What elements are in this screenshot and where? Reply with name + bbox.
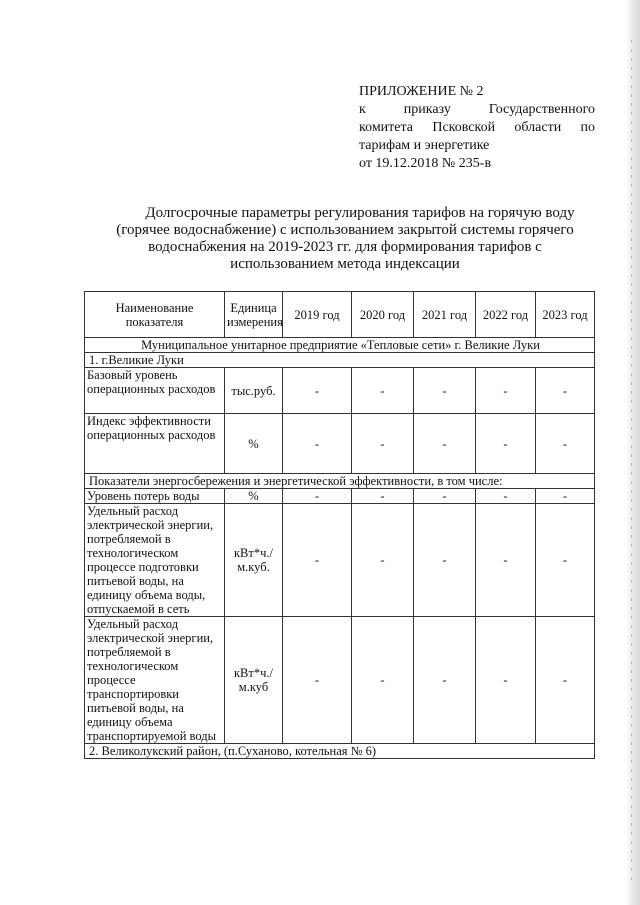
value-2022: -: [476, 368, 536, 414]
appendix-header: [359, 83, 595, 173]
row-unit: кВт*ч./м.куб.: [225, 504, 283, 617]
value-2023: -: [536, 489, 595, 504]
row-name: Удельный расход электрической энергии, потребляемой в технологическом процессе подготовки питьевой воды, на единицу объема воды, отпускаемой в сеть: [85, 504, 225, 617]
value-2019: -: [283, 489, 352, 504]
row-name: Уровень потерь воды: [85, 489, 225, 504]
row-name: Базовый уровень операционных расходов: [85, 368, 225, 414]
energy-section-row: [85, 474, 595, 489]
energy-section-label: Показатели энергосбережения и энергетической эффективности, в том числе:: [85, 474, 595, 489]
header-2022: 2022 год: [476, 292, 536, 338]
parameters-table: [84, 291, 595, 759]
enterprise-name: Муниципальное унитарное предприятие «Тепловые сети» г. Великие Луки: [85, 338, 595, 353]
value-2023: -: [536, 504, 595, 617]
header-2020: 2020 год: [352, 292, 414, 338]
table-header-row: [85, 292, 595, 338]
row-name: Удельный расход электрической энергии, потребляемой в технологическом процессе транспортировки питьевой воды, на единицу объема транспортируемой воды: [85, 617, 225, 744]
header-2023: 2023 год: [536, 292, 595, 338]
value-2021: -: [414, 489, 476, 504]
section-row-2: [85, 744, 595, 759]
table-row: [85, 617, 595, 744]
document-title-line-1: Долгосрочные параметры регулирования тарифов на горячую воду: [145, 205, 575, 221]
row-unit: %: [225, 414, 283, 474]
value-2020: -: [352, 368, 414, 414]
section-2-label: 2. Великолукский район, (п.Суханово, котельная № 6): [85, 744, 595, 759]
document-title-line-2: (горячее водоснабжение) с использованием закрытой системы горячего: [116, 222, 574, 238]
value-2023: -: [536, 414, 595, 474]
header-unit: Единица измерения: [225, 292, 283, 338]
appendix-date: от 19.12.2018 № 235-в: [359, 156, 492, 171]
appendix-line-2: комитета Псковской области по: [359, 120, 595, 135]
document-title: [100, 205, 590, 273]
value-2021: -: [414, 414, 476, 474]
document-title-line-3: водоснабжения на 2019-2023 гг. для формирования тарифов с: [148, 239, 542, 255]
value-2022: -: [476, 489, 536, 504]
value-2021: -: [414, 617, 476, 744]
value-2020: -: [352, 504, 414, 617]
row-unit: кВт*ч./м.куб: [225, 617, 283, 744]
header-2019: 2019 год: [283, 292, 352, 338]
value-2019: -: [283, 414, 352, 474]
value-2019: -: [283, 617, 352, 744]
value-2020: -: [352, 617, 414, 744]
value-2021: -: [414, 504, 476, 617]
value-2022: -: [476, 504, 536, 617]
table-row: [85, 489, 595, 504]
value-2020: -: [352, 489, 414, 504]
section-1-label: 1. г.Великие Луки: [85, 353, 595, 368]
appendix-line-3: тарифам и энергетике: [359, 138, 490, 153]
value-2020: -: [352, 414, 414, 474]
header-2021: 2021 год: [414, 292, 476, 338]
appendix-title: ПРИЛОЖЕНИЕ № 2: [359, 84, 484, 99]
table-row: [85, 414, 595, 474]
appendix-line-1: к приказу Государственного: [359, 102, 595, 117]
row-unit: тыс.руб.: [225, 368, 283, 414]
table-row: [85, 504, 595, 617]
enterprise-row: [85, 338, 595, 353]
page-edge-shadow: [626, 0, 640, 905]
document-title-line-4: использованием метода индексации: [230, 256, 460, 272]
table-row: [85, 368, 595, 414]
page-edge-marks: [631, 40, 632, 880]
value-2019: -: [283, 504, 352, 617]
row-unit: %: [225, 489, 283, 504]
value-2023: -: [536, 617, 595, 744]
value-2021: -: [414, 368, 476, 414]
value-2023: -: [536, 368, 595, 414]
header-indicator: Наименование показателя: [85, 292, 225, 338]
value-2022: -: [476, 414, 536, 474]
row-name: Индекс эффективности операционных расходов: [85, 414, 225, 474]
value-2022: -: [476, 617, 536, 744]
value-2019: -: [283, 368, 352, 414]
section-row-1: [85, 353, 595, 368]
